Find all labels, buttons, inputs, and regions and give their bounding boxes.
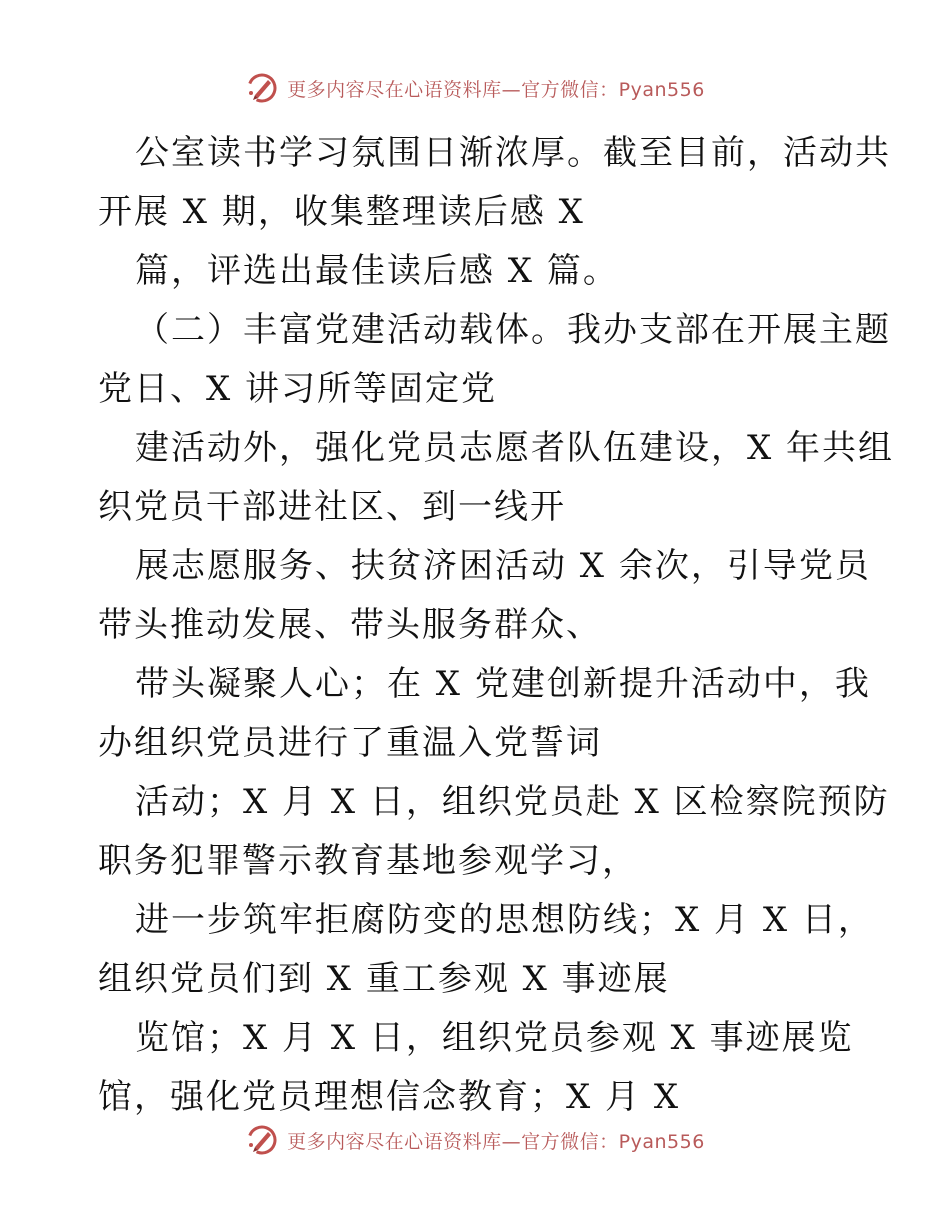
- header-watermark-banner: [0, 68, 950, 108]
- paragraph-line: 职务犯罪警示教育基地参观学习，: [98, 841, 638, 881]
- paragraph-line: 进一步筑牢拒腐防变的思想防线；X 月 X 日，: [135, 900, 874, 940]
- paragraph-line: 建活动外，强化党员志愿者队伍建设，X 年共组: [135, 428, 895, 468]
- paragraph-line: 活动；X 月 X 日，组织党员赴 X 区检察院预防: [135, 782, 890, 822]
- paragraph-line: 带头推动发展、带头服务群众、: [98, 605, 602, 645]
- paragraph-line: （二）丰富党建活动载体。我办支部在开展主题: [135, 310, 891, 350]
- paragraph-line: 组织党员们到 X 重工参观 X 事迹展: [98, 959, 670, 999]
- footer-watermark-banner: [0, 1120, 950, 1160]
- document-body: [98, 124, 895, 1127]
- paragraph-line: 篇，评选出最佳读后感 X 篇。: [135, 251, 619, 291]
- paragraph-line: 馆，强化党员理想信念教育；X 月 X: [98, 1077, 681, 1117]
- paragraph-line: 党日、X 讲习所等固定党: [98, 369, 498, 409]
- paragraph-line: 办组织党员进行了重温入党誓词: [98, 723, 602, 763]
- paragraph-line: 公室读书学习氛围日渐浓厚。截至目前，活动共: [135, 133, 891, 173]
- paragraph-line: 展志愿服务、扶贫济困活动 X 余次，引导党员: [135, 546, 871, 586]
- quill-logo-icon: [245, 71, 279, 105]
- paragraph-line: 开展 X 期，收集整理读后感 X: [98, 192, 585, 232]
- header-banner-text: 更多内容尽在心语资料库—官方微信：Pyan556: [287, 78, 705, 101]
- quill-logo-icon: [245, 1123, 279, 1157]
- paragraph-line: 带头凝聚人心；在 X 党建创新提升活动中，我: [135, 664, 871, 704]
- paragraph-line: 织党员干部进社区、到一线开: [98, 487, 566, 527]
- paragraph-line: 览馆；X 月 X 日，组织党员参观 X 事迹展览: [135, 1018, 854, 1058]
- footer-banner-text: 更多内容尽在心语资料库—官方微信：Pyan556: [287, 1130, 705, 1153]
